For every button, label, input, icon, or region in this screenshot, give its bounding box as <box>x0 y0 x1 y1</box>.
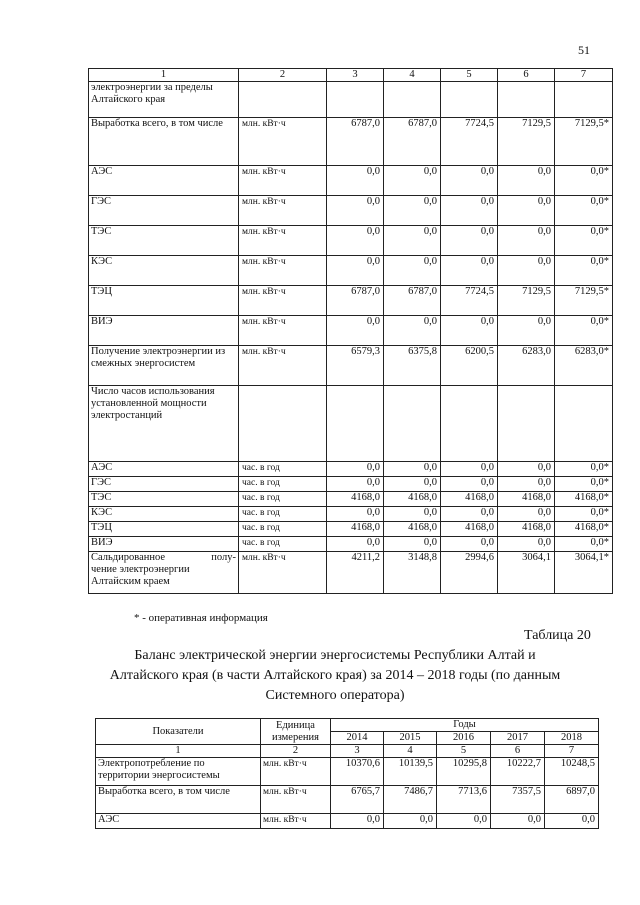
column-number: 2 <box>261 745 331 758</box>
row-label: электроэнергии за пределы Алтайского края <box>89 82 239 118</box>
row-unit: млн. кВт·ч <box>239 196 327 226</box>
header-row <box>96 719 599 732</box>
row-value: 0,0 <box>441 256 498 286</box>
row-value: 0,0 <box>498 316 555 346</box>
row-unit: час. в год <box>239 507 327 522</box>
row-unit: млн. кВт·ч <box>239 346 327 386</box>
row-value: 0,0 <box>384 196 441 226</box>
row-label: ТЭЦ <box>89 522 239 537</box>
column-number: 1 <box>89 69 239 82</box>
row-value: 4168,0 <box>498 522 555 537</box>
table-row <box>89 316 613 346</box>
row-value: 4168,0 <box>441 492 498 507</box>
row-value: 6375,8 <box>384 346 441 386</box>
table-caption: Баланс электрической энергии энергосистемы Республики Алтай и Алтайского края (в части Алтайского края) за 2014 – 2018 годы (по данным Системного оператора) <box>109 648 561 703</box>
column-number: 2 <box>239 69 327 82</box>
row-value: 0,0 <box>498 226 555 256</box>
table-row <box>89 477 613 492</box>
row-label: Получение электроэнергии из смежных энергосистем <box>89 346 239 386</box>
row-value: 0,0* <box>555 316 613 346</box>
row-value: 0,0* <box>555 166 613 196</box>
row-value: 0,0 <box>498 462 555 477</box>
row-value: 0,0 <box>327 477 384 492</box>
row-value: 4168,0 <box>384 492 441 507</box>
row-unit: час. в год <box>239 477 327 492</box>
table-row <box>96 786 599 814</box>
row-label: ТЭС <box>89 492 239 507</box>
year-cell: 2017 <box>491 732 545 745</box>
row-value: 0,0 <box>498 256 555 286</box>
row-value: 0,0 <box>384 256 441 286</box>
row-value: 7724,5 <box>441 286 498 316</box>
row-value: 10222,7 <box>491 758 545 786</box>
row-value: 0,0 <box>384 507 441 522</box>
table-row <box>89 507 613 522</box>
row-value: 0,0 <box>441 226 498 256</box>
row-value <box>555 386 613 462</box>
column-number: 7 <box>555 69 613 82</box>
row-value: 0,0 <box>441 537 498 552</box>
row-value: 0,0* <box>555 537 613 552</box>
column-number: 4 <box>384 745 437 758</box>
table-label: Таблица 20 <box>524 628 591 643</box>
row-unit <box>239 82 327 118</box>
row-unit: час. в год <box>239 537 327 552</box>
row-value: 0,0 <box>498 507 555 522</box>
row-value: 0,0 <box>498 166 555 196</box>
row-value: 4168,0 <box>441 522 498 537</box>
year-cell: 2016 <box>437 732 491 745</box>
row-unit: млн. кВт·ч <box>239 166 327 196</box>
row-label: ВИЭ <box>89 537 239 552</box>
row-value: 6283,0* <box>555 346 613 386</box>
row-value <box>327 82 384 118</box>
row-label: АЭС <box>89 166 239 196</box>
table-row <box>89 196 613 226</box>
row-value: 10248,5 <box>545 758 599 786</box>
row-label: ВИЭ <box>89 316 239 346</box>
table-row <box>89 118 613 166</box>
row-unit: час. в год <box>239 462 327 477</box>
row-value: 7357,5 <box>491 786 545 814</box>
row-label: ГЭС <box>89 477 239 492</box>
column-number: 3 <box>327 69 384 82</box>
row-label: Выработка всего, в том числе <box>89 118 239 166</box>
row-value: 7129,5* <box>555 118 613 166</box>
row-value: 0,0 <box>327 256 384 286</box>
row-value: 4168,0 <box>384 522 441 537</box>
row-value: 0,0* <box>555 507 613 522</box>
indicators-header: Показатели <box>96 719 261 745</box>
row-unit: млн. кВт·ч <box>261 786 331 814</box>
row-unit: млн. кВт·ч <box>239 286 327 316</box>
column-number: 6 <box>498 69 555 82</box>
row-value <box>384 386 441 462</box>
table-row <box>89 537 613 552</box>
row-unit: час. в год <box>239 492 327 507</box>
row-value: 10370,6 <box>331 758 384 786</box>
row-value: 6897,0 <box>545 786 599 814</box>
row-value <box>498 386 555 462</box>
column-number: 5 <box>437 745 491 758</box>
row-label <box>89 552 239 594</box>
row-label: Число часов использования установленной мощности электростанций <box>89 386 239 462</box>
row-value: 10295,8 <box>437 758 491 786</box>
table-row <box>89 492 613 507</box>
row-label: АЭС <box>96 814 261 829</box>
row-value: 0,0 <box>327 196 384 226</box>
years-header: Годы <box>331 719 599 732</box>
row-value: 0,0 <box>327 166 384 196</box>
row-value: 0,0 <box>331 814 384 829</box>
row-value: 0,0 <box>327 507 384 522</box>
row-value: 6787,0 <box>327 286 384 316</box>
table-row <box>96 814 599 829</box>
row-value <box>384 82 441 118</box>
row-value: 0,0 <box>327 316 384 346</box>
row-label: КЭС <box>89 256 239 286</box>
row-unit: млн. кВт·ч <box>239 226 327 256</box>
row-value: 0,0 <box>384 477 441 492</box>
table-row <box>89 256 613 286</box>
row-value: 3064,1* <box>555 552 613 594</box>
table-row <box>89 166 613 196</box>
row-label: АЭС <box>89 462 239 477</box>
row-label: ТЭС <box>89 226 239 256</box>
row-unit: час. в год <box>239 522 327 537</box>
row-value: 0,0 <box>441 507 498 522</box>
row-value: 3148,8 <box>384 552 441 594</box>
row-label: Выработка всего, в том числе <box>96 786 261 814</box>
row-value: 6787,0 <box>384 118 441 166</box>
year-cell: 2018 <box>545 732 599 745</box>
row-value: 0,0 <box>491 814 545 829</box>
header-row <box>89 69 613 82</box>
row-value: 0,0 <box>441 166 498 196</box>
row-value <box>441 386 498 462</box>
table-row <box>89 82 613 118</box>
row-value: 0,0* <box>555 226 613 256</box>
row-unit <box>239 386 327 462</box>
row-value: 0,0 <box>545 814 599 829</box>
row-label: КЭС <box>89 507 239 522</box>
energy-table <box>88 68 613 594</box>
row-value: 0,0 <box>498 537 555 552</box>
column-number: 7 <box>545 745 599 758</box>
balance-table <box>95 718 599 829</box>
row-unit: млн. кВт·ч <box>261 814 331 829</box>
row-value: 0,0* <box>555 462 613 477</box>
row-value: 7129,5 <box>498 286 555 316</box>
row-value: 7713,6 <box>437 786 491 814</box>
row-value: 0,0 <box>384 316 441 346</box>
row-label: ГЭС <box>89 196 239 226</box>
row-value: 0,0* <box>555 256 613 286</box>
row-value: 4168,0* <box>555 492 613 507</box>
row-value: 0,0* <box>555 196 613 226</box>
row-value: 0,0 <box>384 226 441 256</box>
row-value: 0,0 <box>498 477 555 492</box>
row-value: 0,0 <box>327 537 384 552</box>
row-label: Электропотребление по территории энергосистемы <box>96 758 261 786</box>
row-unit: млн. кВт·ч <box>239 118 327 166</box>
row-label-line: Сальдированное полу- <box>91 552 236 563</box>
row-value: 0,0 <box>327 462 384 477</box>
row-value: 3064,1 <box>498 552 555 594</box>
row-value: 4168,0 <box>327 522 384 537</box>
column-number: 6 <box>491 745 545 758</box>
row-value: 0,0 <box>384 537 441 552</box>
row-unit: млн. кВт·ч <box>261 758 331 786</box>
row-value: 7129,5 <box>498 118 555 166</box>
row-unit: млн. кВт·ч <box>239 552 327 594</box>
row-unit: млн. кВт·ч <box>239 256 327 286</box>
row-value: 6765,7 <box>331 786 384 814</box>
row-value: 0,0 <box>384 814 437 829</box>
row-value: 0,0 <box>327 226 384 256</box>
row-value: 10139,5 <box>384 758 437 786</box>
row-value: 2994,6 <box>441 552 498 594</box>
column-number: 5 <box>441 69 498 82</box>
row-value: 4168,0 <box>498 492 555 507</box>
row-value: 6787,0 <box>384 286 441 316</box>
footnote: * - оперативная информация <box>134 612 268 624</box>
row-value: 0,0 <box>384 462 441 477</box>
row-value: 7724,5 <box>441 118 498 166</box>
row-value: 0,0 <box>441 316 498 346</box>
row-value: 0,0 <box>498 196 555 226</box>
row-value: 0,0 <box>437 814 491 829</box>
column-number: 4 <box>384 69 441 82</box>
table-row <box>89 522 613 537</box>
row-value: 0,0 <box>441 462 498 477</box>
row-value: 0,0 <box>441 477 498 492</box>
row-value: 4168,0* <box>555 522 613 537</box>
table-row <box>89 346 613 386</box>
table-row <box>89 226 613 256</box>
row-value <box>498 82 555 118</box>
column-number: 1 <box>96 745 261 758</box>
table-row <box>89 386 613 462</box>
year-cell: 2015 <box>384 732 437 745</box>
row-value: 7486,7 <box>384 786 437 814</box>
page-number: 51 <box>578 43 590 57</box>
row-value <box>441 82 498 118</box>
row-value: 4211,2 <box>327 552 384 594</box>
row-value: 0,0 <box>441 196 498 226</box>
column-number: 3 <box>331 745 384 758</box>
row-value: 7129,5* <box>555 286 613 316</box>
year-cell: 2014 <box>331 732 384 745</box>
row-label-line: чение электроэнергии Алтайским краем <box>91 564 190 587</box>
row-value: 0,0 <box>384 166 441 196</box>
numbers-row <box>96 745 599 758</box>
row-value: 6579,3 <box>327 346 384 386</box>
table-row <box>89 552 613 594</box>
row-value: 6283,0 <box>498 346 555 386</box>
row-value <box>555 82 613 118</box>
table-row <box>89 462 613 477</box>
row-label: ТЭЦ <box>89 286 239 316</box>
row-value: 0,0* <box>555 477 613 492</box>
row-value: 6200,5 <box>441 346 498 386</box>
table-row <box>89 286 613 316</box>
row-value: 4168,0 <box>327 492 384 507</box>
row-value: 6787,0 <box>327 118 384 166</box>
row-unit: млн. кВт·ч <box>239 316 327 346</box>
unit-header: Единица измерения <box>261 719 331 745</box>
row-value <box>327 386 384 462</box>
table-row <box>96 758 599 786</box>
